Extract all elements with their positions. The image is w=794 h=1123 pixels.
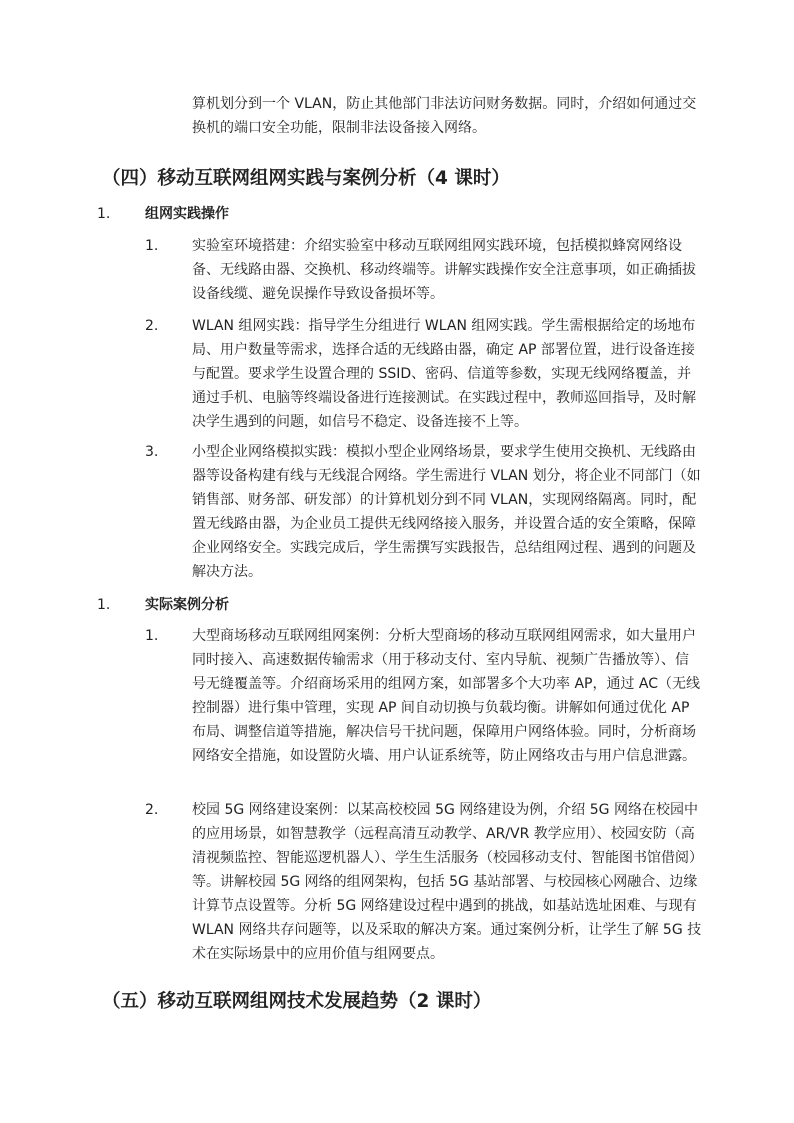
list-item-number: 1. (145, 238, 159, 254)
list-item-text: 实验室环境搭建：介绍实验室中移动互联网组网实践环境，包括模拟蜂窝网络设备、无线路由器、交换机、移动终端等。讲解实践操作安全注意事项，如正确插拔设备线缆、避免误操作导致设备损坏等。 (192, 238, 696, 302)
list-item-text: 校园 5G 网络建设案例：以某高校校园 5G 网络建设为例，介绍 5G 网络在校园中的应用场景，如智慧教学（远程高清互动教学、AR/VR 教学应用）、校园安防（高清视频监控、智能巡逻机器人）、学生生活服务（校园移动支付、智能图书馆借阅）等。讲解校园 5G 网络的组网架构，包括 5G 基站部署、与校园核心网融合、边缘计算节点设置等。分析 5G 网络建设过程中遇到的挑战，如基站选址困难、与现有 WLAN 网络共存问题等，以及采取的解决方案。通过案例分析，让学生了解 5G 技术在实际场景中的应用价值与组网要点。 (192, 802, 702, 962)
list-item-number: 2. (145, 318, 159, 334)
section-5-heading: （五）移动互联网组网技术发展趋势（2 课时） (102, 991, 492, 1012)
subsection-number: 1. (97, 597, 111, 613)
subsection-case-analysis (0, 593, 794, 617)
section-4-heading: （四）移动互联网组网实践与案例分析（4 课时） (102, 168, 510, 189)
list-item-number: 1. (145, 628, 159, 644)
list-item-number: 2. (145, 802, 159, 818)
subsection-number: 1. (97, 206, 111, 222)
subsection-practice (0, 202, 794, 226)
list-item-text: 大型商场移动互联网组网案例：分析大型商场的移动互联网组网需求，如大量用户同时接入、高速数据传输需求（用于移动支付、室内导航、视频广告播放等）、信号无缝覆盖等。介绍商场采用的组网方案，如部署多个大功率 AP，通过 AC（无线控制器）进行集中管理，实现 AP 间自动切换与负载均衡。讲解如何通过优化 AP 布局、调整信道等措施，解决信号干扰问题，保障用户网络体验。同时，分析商场网络安全措施，如设置防火墙、用户认证系统等，防止网络攻击与用户信息泄露。 (192, 628, 701, 764)
list-item-number: 3. (145, 444, 159, 460)
subsection-title: 实际案例分析 (145, 597, 229, 613)
subsection-title: 组网实践操作 (145, 206, 229, 222)
list-item-text: WLAN 组网实践：指导学生分组进行 WLAN 组网实践。学生需根据给定的场地布局、用户数量等需求，选择合适的无线路由器，确定 AP 部署位置，进行设备连接与配置。要求学生设置合理的 SSID、密码、信道等参数，实现无线网络覆盖，并通过手机、电脑等终端设备进行连接测试。在实践过程中，教师巡回指导，及时解决学生遇到的问题，如信号不稳定、设备连接不上等。 (192, 318, 696, 430)
list-item-text: 小型企业网络模拟实践：模拟小型企业网络场景，要求学生使用交换机、无线路由器等设备构建有线与无线混合网络。学生需进行 VLAN 划分，将企业不同部门（如销售部、财务部、研发部）的计算机划分到不同 VLAN，实现网络隔离。同时，配置无线路由器，为企业员工提供无线网络接入服务，并设置合适的安全策略，保障企业网络安全。实践完成后，学生需撰写实践报告，总结组网过程、遇到的问题及解决方法。 (192, 444, 701, 580)
continuation-paragraph: 算机划分到一个 VLAN，防止其他部门非法访问财务数据。同时，介绍如何通过交换机的端口安全功能，限制非法设备接入网络。 (192, 96, 697, 136)
